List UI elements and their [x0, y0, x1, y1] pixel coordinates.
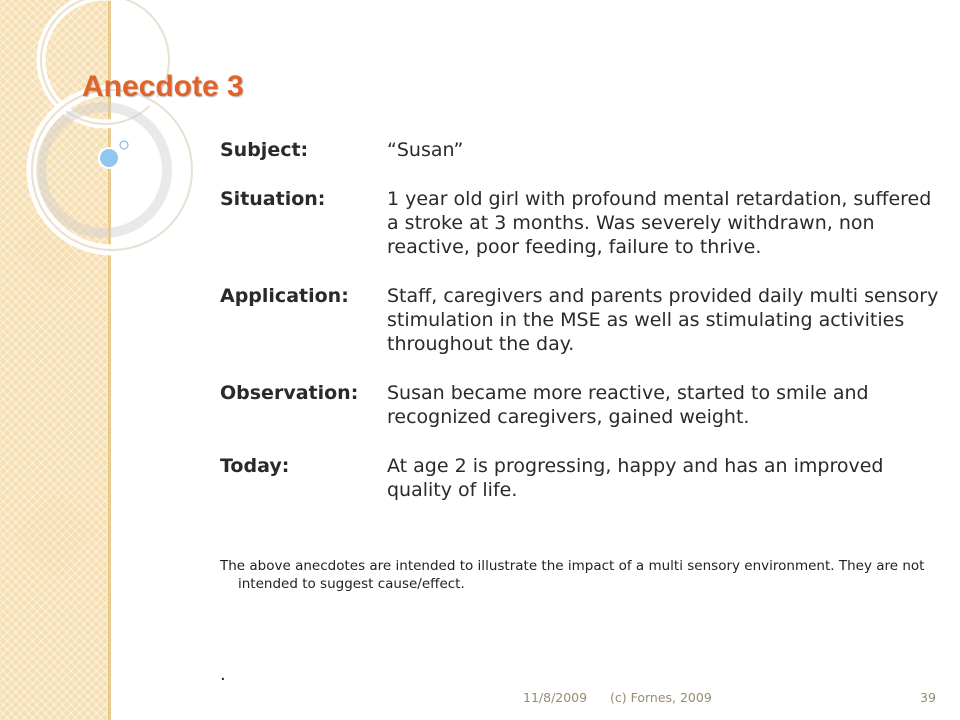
small-bubble	[120, 141, 128, 149]
today-value: At age 2 is progressing, happy and has an improved quality of life.	[387, 455, 884, 501]
observation-value: Susan became more reactive, started to smile and recognized caregivers, gained weight.	[387, 382, 869, 428]
today-row	[220, 454, 940, 502]
footer-date: 11/8/2009	[523, 690, 588, 705]
application-row	[220, 284, 940, 356]
situation-value: 1 year old girl with profound mental retardation, suffered a stroke at 3 months. Was severely withdrawn, non reactive, poor feeding, failure to thrive.	[387, 188, 932, 258]
blue-bubble	[99, 148, 119, 168]
decorative-rings	[0, 0, 240, 260]
anecdote-details	[220, 138, 940, 527]
subject-row	[220, 138, 940, 162]
subject-label: Subject:	[220, 139, 309, 161]
today-label: Today:	[220, 455, 290, 477]
situation-row	[220, 187, 940, 259]
footer-page-number: 39	[920, 690, 936, 705]
subject-value: “Susan”	[387, 139, 464, 161]
observation-label: Observation:	[220, 382, 359, 404]
observation-row	[220, 381, 940, 429]
situation-label: Situation:	[220, 188, 326, 210]
disclaimer-note: The above anecdotes are intended to illustrate the impact of a multi sensory environment. They are not intended to suggest cause/effect.	[220, 558, 925, 592]
application-value: Staff, caregivers and parents provided daily multi sensory stimulation in the MSE as well as stimulating activities throughout the day.	[387, 285, 939, 355]
trailing-mark: .	[220, 664, 226, 685]
slide-title: Anecdote 3	[82, 70, 244, 103]
footer-copyright: (c) Fornes, 2009	[610, 690, 712, 705]
application-label: Application:	[220, 285, 349, 307]
